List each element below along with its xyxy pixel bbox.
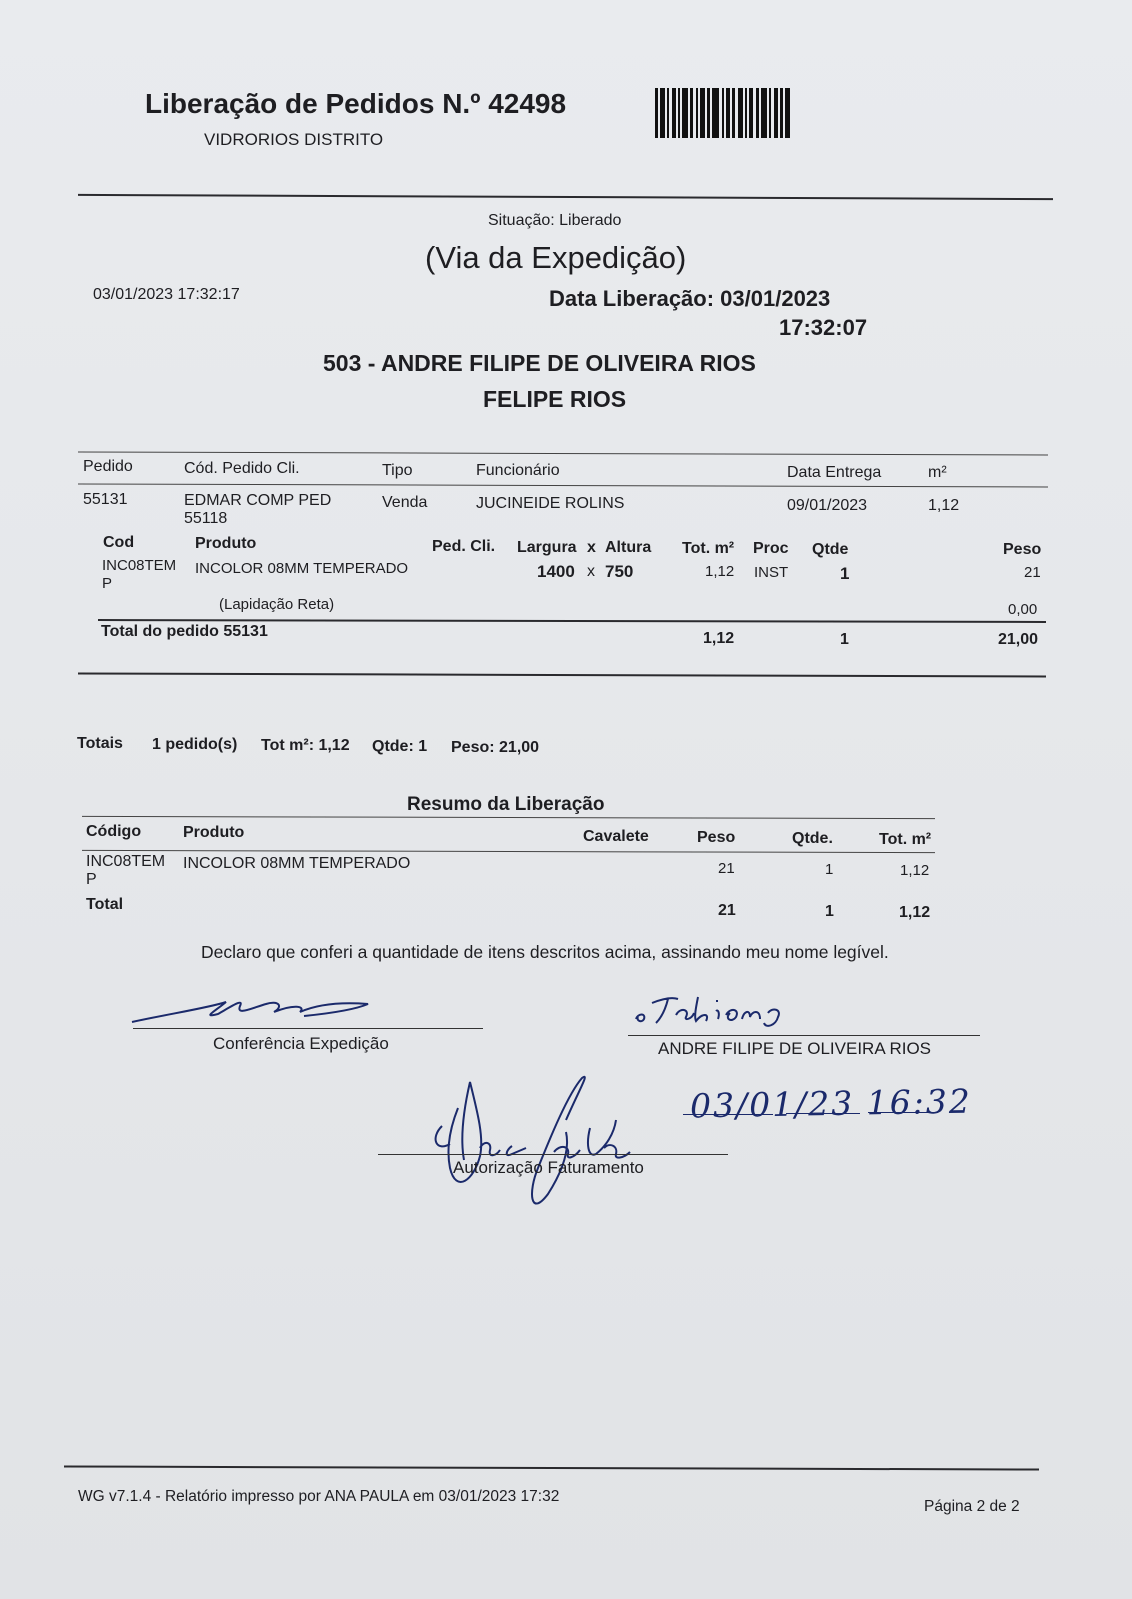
handwritten-date-underline-3 (868, 1112, 938, 1113)
resumo-total-peso: 21 (718, 902, 736, 919)
autorizacao-label: Autorização Faturamento (453, 1158, 644, 1177)
resumo-codigo: INC08TEM (86, 853, 166, 870)
document-title: Liberação de Pedidos N.º 42498 (145, 88, 567, 119)
resumo-header-produto: Produto (183, 824, 245, 841)
item-header-qtde: Qtde (812, 541, 849, 558)
resumo-header-tot-m2: Tot. m² (879, 831, 932, 848)
handwritten-date-underline-1 (683, 1114, 773, 1115)
client-signature-line (628, 1035, 980, 1036)
cod-pedido-cli-2: 55118 (184, 510, 228, 527)
item-header-cod: Cod (103, 534, 135, 551)
expedition-signature (128, 992, 388, 1032)
totais-label: Totais (77, 735, 123, 752)
table-bottom-line (78, 672, 1046, 677)
resumo-total-qtde: 1 (825, 903, 834, 920)
data-liberacao-time: 17:32:07 (779, 315, 868, 340)
pedido-m2: 1,12 (928, 497, 960, 514)
via-title: (Via da Expedição) (425, 240, 687, 275)
table-header-line (78, 483, 1048, 487)
col-header-tipo: Tipo (382, 462, 413, 479)
sub-item-label: (Lapidação Reta) (219, 596, 335, 613)
resumo-total-label: Total (86, 896, 124, 913)
resumo-header-line (82, 850, 935, 853)
conferencia-label: Conferência Expedição (213, 1034, 389, 1053)
resumo-header-cavalete: Cavalete (583, 828, 649, 845)
situacao: Situação: Liberado (488, 212, 622, 229)
total-pedido-peso: 21,00 (998, 631, 1039, 648)
resumo-header-codigo: Código (86, 823, 142, 840)
item-proc: INST (754, 564, 789, 581)
item-altura: 750 (605, 562, 634, 581)
resumo-total-tot-m2: 1,12 (899, 904, 931, 921)
funcionario: JUCINEIDE ROLINS (476, 495, 625, 512)
total-pedido-label: Total do pedido 55131 (101, 623, 268, 640)
resumo-header-peso: Peso (697, 829, 736, 846)
resumo-title: Resumo da Liberação (407, 794, 605, 815)
resumo-produto: INCOLOR 08MM TEMPERADO (183, 855, 411, 872)
totais-pedidos: 1 pedido(s) (152, 736, 238, 753)
resumo-header-qtde: Qtde. (792, 830, 833, 847)
item-header-altura: Altura (605, 539, 652, 556)
sub-item-peso: 0,00 (1008, 601, 1038, 618)
header-divider (78, 194, 1053, 200)
item-qtde: 1 (840, 564, 850, 583)
item-x: x (587, 563, 595, 580)
resumo-qtde: 1 (825, 861, 834, 878)
col-header-cod-pedido-cli: Cód. Pedido Cli. (184, 460, 300, 477)
client-name: 503 - ANDRE FILIPE DE OLIVEIRA RIOS (323, 350, 756, 376)
col-header-data-entrega: Data Entrega (787, 464, 882, 481)
company-name: VIDRORIOS DISTRITO (204, 130, 384, 149)
barcode (655, 88, 827, 138)
pedido-number: 55131 (83, 491, 128, 508)
tipo: Venda (382, 494, 428, 511)
data-liberacao: Data Liberação: 03/01/2023 (549, 286, 831, 311)
totais-peso: Peso: 21,00 (451, 739, 540, 756)
item-header-produto: Produto (195, 535, 257, 552)
cod-pedido-cli: EDMAR COMP PED (184, 492, 332, 509)
item-largura: 1400 (537, 562, 575, 581)
handwritten-date-underline-2 (786, 1113, 860, 1114)
resumo-peso: 21 (718, 860, 735, 877)
client-signature-name: ANDRE FILIPE DE OLIVEIRA RIOS (658, 1039, 932, 1058)
item-peso: 21 (1024, 564, 1041, 581)
item-header-largura: Largura (517, 539, 577, 556)
footer-page-number: Página 2 de 2 (924, 1498, 1020, 1515)
client-signature (632, 983, 812, 1028)
item-header-proc: Proc (753, 540, 789, 557)
item-header-tot-m2: Tot. m² (682, 540, 735, 557)
autorizacao-signature-line (378, 1154, 728, 1155)
data-entrega: 09/01/2023 (787, 497, 868, 514)
footer-printed-by: WG v7.1.4 - Relatório impresso por ANA PAULA em 03/01/2023 17:32 (78, 1488, 560, 1505)
col-header-m2: m² (928, 464, 947, 481)
total-pedido-qtde: 1 (840, 631, 849, 648)
declaration-text: Declaro que conferi a quantidade de itens descritos acima, assinando meu nome legível. (201, 942, 889, 962)
item-produto: INCOLOR 08MM TEMPERADO (195, 560, 409, 577)
col-header-funcionario: Funcionário (476, 462, 560, 479)
print-timestamp: 03/01/2023 17:32:17 (93, 286, 240, 303)
table-top-line (78, 451, 1048, 455)
item-header-x: x (587, 539, 596, 556)
resumo-top-line (82, 816, 935, 819)
handwritten-date: 03/01/23 16:32 (689, 1081, 973, 1126)
item-cod: INC08TEM (102, 557, 177, 574)
item-tot-m2: 1,12 (705, 563, 735, 580)
item-header-peso: Peso (1003, 541, 1042, 558)
col-header-pedido: Pedido (83, 458, 133, 475)
item-header-ped-cli: Ped. Cli. (432, 538, 496, 555)
totais-qtde: Qtde: 1 (372, 738, 428, 755)
autorizacao-signature (420, 1068, 650, 1203)
resumo-codigo-2: P (86, 871, 97, 888)
item-cod-2: P (102, 575, 113, 592)
footer-divider (64, 1465, 1039, 1470)
client-alias: FELIPE RIOS (483, 386, 627, 412)
resumo-tot-m2: 1,12 (900, 862, 930, 879)
total-pedido-m2: 1,12 (703, 630, 735, 647)
totais-m2: Tot m²: 1,12 (261, 737, 350, 754)
conferencia-signature-line (133, 1028, 483, 1029)
